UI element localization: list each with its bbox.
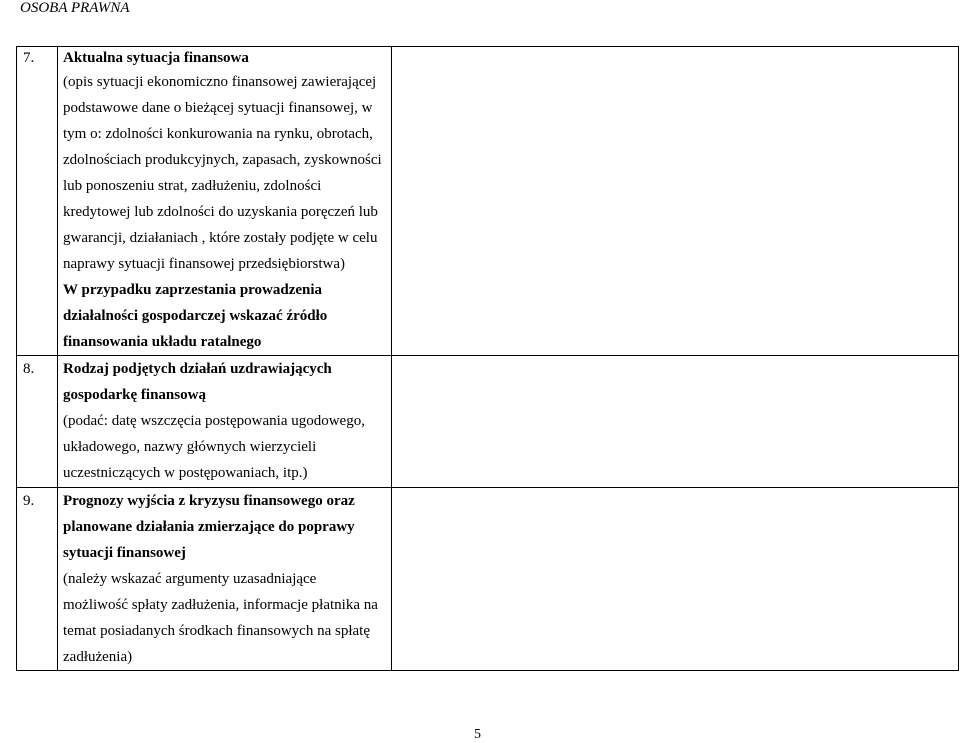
desc-line: działalności gospodarczej wskazać źródło bbox=[63, 308, 328, 324]
desc-line: (należy wskazać argumenty uzasadniające bbox=[63, 571, 317, 587]
row-number: 7. bbox=[23, 50, 35, 66]
page-number: 5 bbox=[474, 727, 481, 742]
desc-line: finansowania układu ratalnego bbox=[63, 334, 262, 350]
desc-line: (opis sytuacji ekonomiczno finansowej zawierającej bbox=[63, 74, 377, 90]
desc-line: naprawy sytuacji finansowej przedsiębiorstwa) bbox=[63, 256, 345, 272]
desc-line: Aktualna sytuacja finansowa bbox=[63, 50, 249, 66]
table-row-7 bbox=[17, 47, 959, 356]
desc-line: zadłużenia) bbox=[63, 649, 133, 665]
desc-line: Prognozy wyjścia z kryzysu finansowego oraz bbox=[63, 493, 355, 509]
answer-field-9[interactable] bbox=[392, 488, 959, 671]
answer-field-8[interactable] bbox=[392, 356, 959, 488]
desc-line: sytuacji finansowej bbox=[63, 545, 186, 561]
row-number: 9. bbox=[23, 493, 35, 509]
desc-line: W przypadku zaprzestania prowadzenia bbox=[63, 282, 323, 298]
desc-line: gwarancji, działaniach , które zostały podjęte w celu bbox=[63, 230, 378, 246]
desc-line: planowane działania zmierzające do poprawy bbox=[63, 519, 355, 535]
financial-situation-table bbox=[16, 46, 959, 671]
row-description-cell bbox=[58, 356, 392, 488]
desc-line: możliwość spłaty zadłużenia, informacje płatnika na bbox=[63, 597, 378, 613]
table-row-8 bbox=[17, 356, 959, 488]
answer-field-7[interactable] bbox=[392, 47, 959, 356]
page-header-title: OSOBA PRAWNA bbox=[20, 0, 130, 16]
desc-line: kredytowej lub zdolności do uzyskania poręczeń lub bbox=[63, 204, 378, 220]
row-number-cell bbox=[17, 356, 58, 488]
desc-line: podstawowe dane o bieżącej sytuacji finansowej, w bbox=[63, 100, 373, 116]
table-row-9 bbox=[17, 488, 959, 671]
desc-line: uczestniczących w postępowaniach, itp.) bbox=[63, 465, 308, 481]
desc-line: układowego, nazwy głównych wierzycieli bbox=[63, 439, 317, 455]
row-description-cell bbox=[58, 47, 392, 356]
desc-line: zdolnościach produkcyjnych, zapasach, zyskowności bbox=[63, 152, 382, 168]
desc-line: Rodzaj podjętych działań uzdrawiających bbox=[63, 361, 332, 377]
row-number-cell bbox=[17, 488, 58, 671]
desc-line: lub ponoszeniu strat, zadłużeniu, zdolności bbox=[63, 178, 322, 194]
desc-line: temat posiadanych środkach finansowych na spłatę bbox=[63, 623, 370, 639]
row-number: 8. bbox=[23, 361, 35, 377]
desc-line: (podać: datę wszczęcia postępowania ugodowego, bbox=[63, 413, 365, 429]
row-description-cell bbox=[58, 488, 392, 671]
desc-line: tym o: zdolności konkurowania na rynku, obrotach, bbox=[63, 126, 373, 142]
row-number-cell bbox=[17, 47, 58, 356]
desc-line: gospodarkę finansową bbox=[63, 387, 206, 403]
